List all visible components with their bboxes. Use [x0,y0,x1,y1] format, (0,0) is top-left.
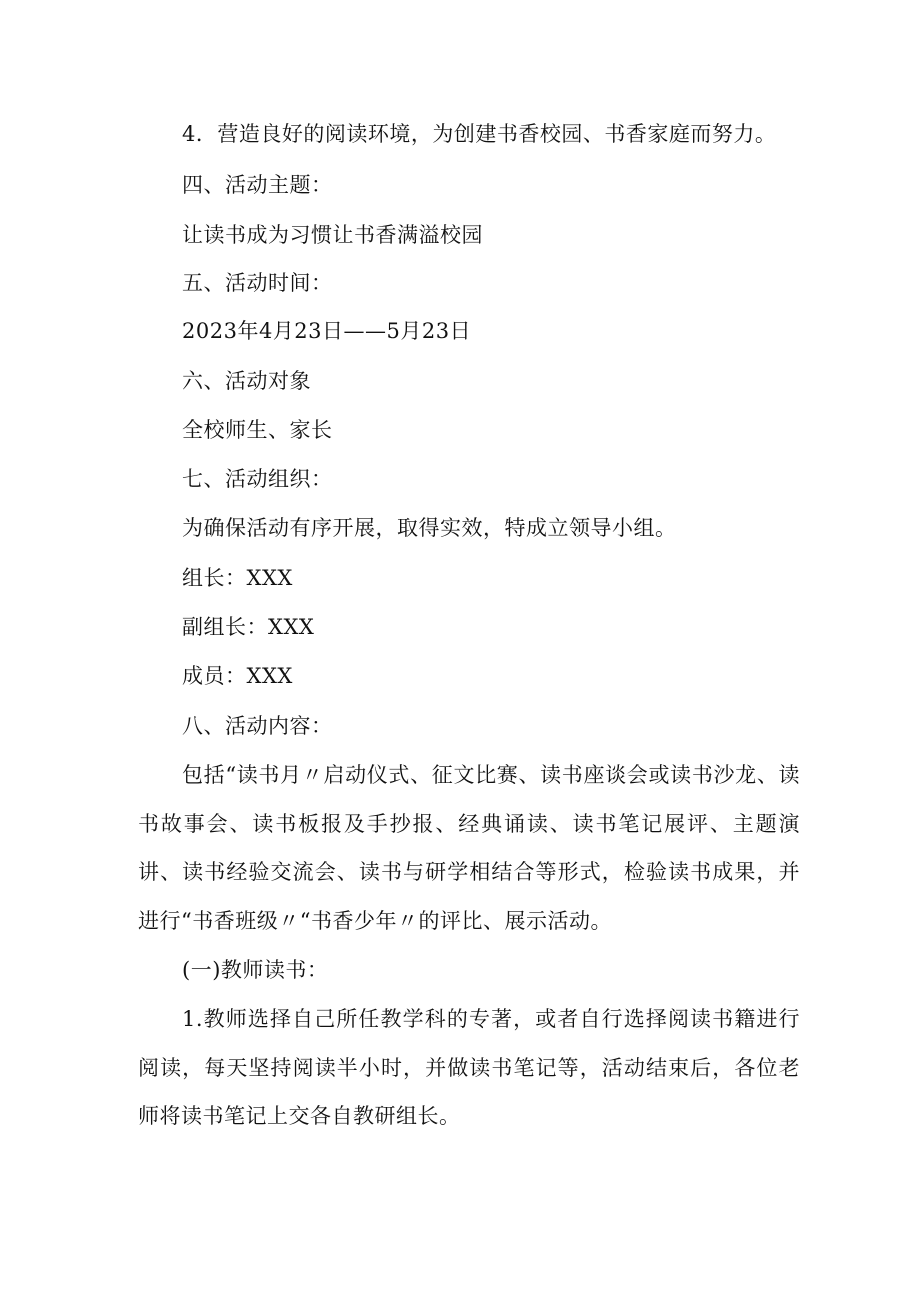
members-line: 成员：XXX [182,664,293,688]
section-heading-theme: 四、活动主题： [182,173,333,197]
time-text: 2023年4月23日——5月23日 [182,319,472,343]
leader-line: 组长：XXX [182,566,293,590]
audience-text: 全校师生、家长 [182,418,333,442]
goal-item-4: 4．营造良好的阅读环境，为创建书香校园、书香家庭而努力。 [182,122,777,146]
vice-leader-line: 副组长：XXX [182,615,315,639]
section-heading-content: 八、活动内容： [182,714,333,738]
theme-text: 让读书成为习惯让书香满溢校园 [182,223,483,247]
organization-text: 为确保活动有序开展，取得实效，特成立领导小组。 [182,516,677,540]
teacher-reading-item-1: 1.教师选择自己所任教学科的专著，或者自行选择阅读书籍进行阅读，每天坚持阅读半小时，并做读书笔记等，活动结束后，各位老师将读书笔记上交各自教研组长。 [138,1007,800,1129]
section-heading-time: 五、活动时间： [182,271,333,295]
section-heading-audience: 六、活动对象 [182,369,311,393]
section-heading-organization: 七、活动组织： [182,467,333,491]
subsection-heading-teacher-reading: (一)教师读书： [182,958,329,982]
content-paragraph: 包括“读书月〃启动仪式、征文比赛、读书座谈会或读书沙龙、读书故事会、读书板报及手抄报、经典诵读、读书笔记展评、主题演讲、读书经验交流会、读书与研学相结合等形式，检验读书成果，并进行“书香班级〃“书香少年〃的评比、展示活动。 [138,763,800,934]
